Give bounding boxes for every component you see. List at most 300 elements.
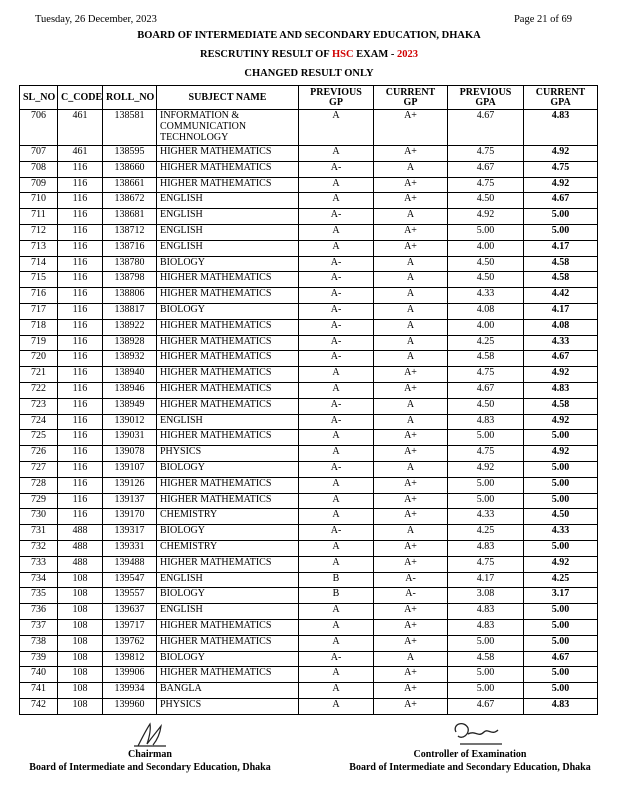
table-row bbox=[20, 319, 598, 335]
table-row bbox=[20, 604, 598, 620]
cell-current-gpa: 4.75 bbox=[524, 161, 598, 177]
cell-current-gp: A+ bbox=[374, 224, 448, 240]
cell-sl-no: 713 bbox=[20, 240, 58, 256]
cell-subject: BIOLOGY bbox=[157, 651, 299, 667]
cell-current-gp: A bbox=[374, 335, 448, 351]
cell-subject: HIGHER MATHEMATICS bbox=[157, 146, 299, 162]
cell-roll-no: 139107 bbox=[103, 461, 157, 477]
cell-current-gpa: 4.33 bbox=[524, 525, 598, 541]
cell-current-gp: A+ bbox=[374, 446, 448, 462]
cell-current-gpa: 5.00 bbox=[524, 619, 598, 635]
cell-current-gpa: 4.92 bbox=[524, 414, 598, 430]
cell-current-gpa: 5.00 bbox=[524, 683, 598, 699]
cell-roll-no: 139031 bbox=[103, 430, 157, 446]
cell-previous-gp: A bbox=[299, 683, 374, 699]
cell-previous-gp: A bbox=[299, 177, 374, 193]
table-row bbox=[20, 272, 598, 288]
cell-sl-no: 712 bbox=[20, 224, 58, 240]
cell-c-code: 116 bbox=[58, 414, 103, 430]
cell-previous-gp: A bbox=[299, 556, 374, 572]
cell-subject: BIOLOGY bbox=[157, 256, 299, 272]
cell-current-gp: A+ bbox=[374, 604, 448, 620]
cell-subject: INFORMATION & COMMUNICATION TECHNOLOGY bbox=[157, 110, 299, 146]
cell-previous-gp: A- bbox=[299, 414, 374, 430]
table-row bbox=[20, 509, 598, 525]
cell-current-gp: A+ bbox=[374, 367, 448, 383]
cell-subject: HIGHER MATHEMATICS bbox=[157, 161, 299, 177]
cell-previous-gp: A- bbox=[299, 161, 374, 177]
cell-c-code: 108 bbox=[58, 698, 103, 714]
cell-current-gpa: 4.33 bbox=[524, 335, 598, 351]
cell-c-code: 108 bbox=[58, 683, 103, 699]
cell-roll-no: 139331 bbox=[103, 540, 157, 556]
cell-current-gp: A+ bbox=[374, 146, 448, 162]
cell-current-gpa: 4.92 bbox=[524, 146, 598, 162]
cell-roll-no: 139488 bbox=[103, 556, 157, 572]
table-row bbox=[20, 177, 598, 193]
cell-current-gp: A bbox=[374, 651, 448, 667]
cell-subject: BANGLA bbox=[157, 683, 299, 699]
table-row bbox=[20, 635, 598, 651]
cell-previous-gp: A bbox=[299, 224, 374, 240]
cell-c-code: 116 bbox=[58, 240, 103, 256]
cell-current-gp: A+ bbox=[374, 540, 448, 556]
cell-current-gp: A+ bbox=[374, 430, 448, 446]
cell-current-gpa: 5.00 bbox=[524, 667, 598, 683]
cell-current-gpa: 4.58 bbox=[524, 398, 598, 414]
cell-subject: ENGLISH bbox=[157, 240, 299, 256]
cell-roll-no: 138949 bbox=[103, 398, 157, 414]
cell-subject: HIGHER MATHEMATICS bbox=[157, 398, 299, 414]
cell-roll-no: 138946 bbox=[103, 382, 157, 398]
cell-subject: CHEMISTRY bbox=[157, 509, 299, 525]
cell-current-gpa: 4.83 bbox=[524, 110, 598, 146]
col-header-previous-gp bbox=[299, 86, 374, 110]
cell-previous-gp: A- bbox=[299, 303, 374, 319]
cell-previous-gpa: 4.50 bbox=[448, 193, 524, 209]
col-header-current-gpa bbox=[524, 86, 598, 110]
cell-c-code: 116 bbox=[58, 224, 103, 240]
cell-roll-no: 138660 bbox=[103, 161, 157, 177]
table-row bbox=[20, 335, 598, 351]
col-header-current-gp bbox=[374, 86, 448, 110]
cell-subject: HIGHER MATHEMATICS bbox=[157, 556, 299, 572]
col-header-current-gpa-l1: CURRENT bbox=[535, 86, 586, 98]
cell-roll-no: 138681 bbox=[103, 209, 157, 225]
controller-title: Controller of Examination bbox=[413, 749, 527, 760]
cell-subject: CHEMISTRY bbox=[157, 540, 299, 556]
chairman-org: Board of Intermediate and Secondary Education, Dhaka bbox=[29, 762, 271, 773]
cell-current-gp: A+ bbox=[374, 635, 448, 651]
cell-current-gp: A bbox=[374, 351, 448, 367]
cell-previous-gpa: 3.08 bbox=[448, 588, 524, 604]
cell-subject: HIGHER MATHEMATICS bbox=[157, 430, 299, 446]
cell-subject: BIOLOGY bbox=[157, 588, 299, 604]
table-row bbox=[20, 224, 598, 240]
cell-previous-gpa: 5.00 bbox=[448, 635, 524, 651]
cell-current-gp: A+ bbox=[374, 698, 448, 714]
cell-previous-gpa: 4.25 bbox=[448, 525, 524, 541]
cell-current-gp: A+ bbox=[374, 477, 448, 493]
cell-previous-gp: A- bbox=[299, 351, 374, 367]
cell-sl-no: 723 bbox=[20, 398, 58, 414]
cell-previous-gpa: 4.75 bbox=[448, 556, 524, 572]
cell-previous-gp: A bbox=[299, 430, 374, 446]
cell-previous-gp: A- bbox=[299, 335, 374, 351]
cell-previous-gpa: 4.75 bbox=[448, 367, 524, 383]
cell-previous-gpa: 4.00 bbox=[448, 319, 524, 335]
cell-sl-no: 738 bbox=[20, 635, 58, 651]
cell-subject: HIGHER MATHEMATICS bbox=[157, 319, 299, 335]
cell-previous-gpa: 4.83 bbox=[448, 619, 524, 635]
cell-sl-no: 730 bbox=[20, 509, 58, 525]
cell-current-gpa: 4.83 bbox=[524, 698, 598, 714]
table-header-row bbox=[20, 86, 598, 110]
cell-previous-gp: B bbox=[299, 588, 374, 604]
cell-previous-gpa: 4.83 bbox=[448, 540, 524, 556]
cell-sl-no: 721 bbox=[20, 367, 58, 383]
cell-c-code: 108 bbox=[58, 667, 103, 683]
table-row bbox=[20, 351, 598, 367]
table-row bbox=[20, 572, 598, 588]
cell-current-gpa: 5.00 bbox=[524, 540, 598, 556]
cell-c-code: 108 bbox=[58, 588, 103, 604]
cell-previous-gp: A bbox=[299, 193, 374, 209]
cell-c-code: 108 bbox=[58, 572, 103, 588]
cell-current-gp: A bbox=[374, 303, 448, 319]
table-row bbox=[20, 446, 598, 462]
cell-current-gp: A bbox=[374, 288, 448, 304]
cell-subject: BIOLOGY bbox=[157, 461, 299, 477]
cell-roll-no: 138780 bbox=[103, 256, 157, 272]
cell-previous-gp: A bbox=[299, 509, 374, 525]
cell-current-gp: A+ bbox=[374, 193, 448, 209]
cell-previous-gpa: 4.50 bbox=[448, 272, 524, 288]
cell-c-code: 116 bbox=[58, 398, 103, 414]
cell-roll-no: 138928 bbox=[103, 335, 157, 351]
cell-subject: PHYSICS bbox=[157, 446, 299, 462]
cell-current-gpa: 4.58 bbox=[524, 272, 598, 288]
cell-sl-no: 734 bbox=[20, 572, 58, 588]
cell-roll-no: 139317 bbox=[103, 525, 157, 541]
cell-previous-gpa: 4.50 bbox=[448, 256, 524, 272]
result-title bbox=[0, 49, 618, 60]
cell-c-code: 116 bbox=[58, 493, 103, 509]
cell-current-gp: A+ bbox=[374, 556, 448, 572]
cell-previous-gp: A bbox=[299, 635, 374, 651]
cell-sl-no: 736 bbox=[20, 604, 58, 620]
cell-previous-gpa: 4.67 bbox=[448, 110, 524, 146]
cell-previous-gpa: 4.17 bbox=[448, 572, 524, 588]
cell-previous-gpa: 4.25 bbox=[448, 335, 524, 351]
cell-sl-no: 722 bbox=[20, 382, 58, 398]
table-row bbox=[20, 477, 598, 493]
cell-subject: HIGHER MATHEMATICS bbox=[157, 382, 299, 398]
cell-previous-gpa: 4.58 bbox=[448, 651, 524, 667]
table-row bbox=[20, 398, 598, 414]
cell-previous-gpa: 4.50 bbox=[448, 398, 524, 414]
cell-previous-gpa: 4.92 bbox=[448, 209, 524, 225]
table-row bbox=[20, 414, 598, 430]
cell-roll-no: 139906 bbox=[103, 667, 157, 683]
cell-roll-no: 139137 bbox=[103, 493, 157, 509]
result-subtitle: CHANGED RESULT ONLY bbox=[244, 68, 374, 79]
cell-sl-no: 728 bbox=[20, 477, 58, 493]
cell-roll-no: 139170 bbox=[103, 509, 157, 525]
cell-c-code: 116 bbox=[58, 161, 103, 177]
cell-c-code: 116 bbox=[58, 209, 103, 225]
cell-previous-gp: A- bbox=[299, 272, 374, 288]
cell-current-gp: A bbox=[374, 461, 448, 477]
cell-current-gpa: 4.08 bbox=[524, 319, 598, 335]
cell-previous-gpa: 4.92 bbox=[448, 461, 524, 477]
cell-c-code: 461 bbox=[58, 146, 103, 162]
cell-c-code: 488 bbox=[58, 540, 103, 556]
cell-roll-no: 139637 bbox=[103, 604, 157, 620]
cell-current-gpa: 4.92 bbox=[524, 367, 598, 383]
col-header-previous-gp-l1: PREVIOUS bbox=[310, 86, 362, 98]
table-row bbox=[20, 493, 598, 509]
cell-previous-gp: A bbox=[299, 619, 374, 635]
table-row bbox=[20, 209, 598, 225]
cell-c-code: 116 bbox=[58, 430, 103, 446]
cell-c-code: 108 bbox=[58, 635, 103, 651]
cell-roll-no: 138922 bbox=[103, 319, 157, 335]
cell-c-code: 116 bbox=[58, 446, 103, 462]
cell-previous-gpa: 5.00 bbox=[448, 493, 524, 509]
cell-sl-no: 706 bbox=[20, 110, 58, 146]
cell-subject: HIGHER MATHEMATICS bbox=[157, 288, 299, 304]
col-header-roll-no: ROLL_NO bbox=[103, 86, 157, 110]
cell-previous-gpa: 4.67 bbox=[448, 161, 524, 177]
cell-sl-no: 729 bbox=[20, 493, 58, 509]
cell-current-gpa: 5.00 bbox=[524, 461, 598, 477]
cell-sl-no: 714 bbox=[20, 256, 58, 272]
cell-current-gpa: 4.92 bbox=[524, 446, 598, 462]
cell-previous-gpa: 4.75 bbox=[448, 446, 524, 462]
cell-c-code: 108 bbox=[58, 604, 103, 620]
cell-current-gpa: 5.00 bbox=[524, 493, 598, 509]
cell-sl-no: 726 bbox=[20, 446, 58, 462]
cell-current-gp: A bbox=[374, 256, 448, 272]
cell-sl-no: 719 bbox=[20, 335, 58, 351]
table-row bbox=[20, 256, 598, 272]
cell-previous-gp: A bbox=[299, 493, 374, 509]
cell-roll-no: 138798 bbox=[103, 272, 157, 288]
cell-current-gp: A- bbox=[374, 572, 448, 588]
cell-roll-no: 138940 bbox=[103, 367, 157, 383]
cell-current-gp: A+ bbox=[374, 493, 448, 509]
cell-roll-no: 139547 bbox=[103, 572, 157, 588]
cell-sl-no: 731 bbox=[20, 525, 58, 541]
cell-sl-no: 740 bbox=[20, 667, 58, 683]
result-title-prefix: RESCRUTINY RESULT OF bbox=[199, 49, 332, 60]
cell-subject: BIOLOGY bbox=[157, 525, 299, 541]
cell-previous-gpa: 4.33 bbox=[448, 509, 524, 525]
table-row bbox=[20, 382, 598, 398]
cell-sl-no: 732 bbox=[20, 540, 58, 556]
cell-previous-gpa: 4.67 bbox=[448, 382, 524, 398]
cell-previous-gp: A bbox=[299, 446, 374, 462]
cell-c-code: 116 bbox=[58, 335, 103, 351]
cell-current-gp: A+ bbox=[374, 110, 448, 146]
cell-previous-gp: A- bbox=[299, 461, 374, 477]
cell-sl-no: 724 bbox=[20, 414, 58, 430]
cell-subject: HIGHER MATHEMATICS bbox=[157, 351, 299, 367]
cell-previous-gp: A bbox=[299, 240, 374, 256]
cell-current-gp: A- bbox=[374, 588, 448, 604]
cell-roll-no: 138716 bbox=[103, 240, 157, 256]
cell-sl-no: 741 bbox=[20, 683, 58, 699]
col-header-c-code: C_CODE bbox=[58, 86, 103, 110]
cell-c-code: 116 bbox=[58, 461, 103, 477]
cell-sl-no: 720 bbox=[20, 351, 58, 367]
cell-sl-no: 716 bbox=[20, 288, 58, 304]
cell-previous-gp: A bbox=[299, 146, 374, 162]
cell-roll-no: 139557 bbox=[103, 588, 157, 604]
cell-current-gpa: 5.00 bbox=[524, 604, 598, 620]
table-row bbox=[20, 619, 598, 635]
cell-current-gpa: 4.17 bbox=[524, 240, 598, 256]
table-row bbox=[20, 683, 598, 699]
cell-subject: HIGHER MATHEMATICS bbox=[157, 177, 299, 193]
table-row bbox=[20, 698, 598, 714]
cell-current-gpa: 4.67 bbox=[524, 193, 598, 209]
cell-previous-gpa: 4.08 bbox=[448, 303, 524, 319]
cell-roll-no: 139812 bbox=[103, 651, 157, 667]
table-row bbox=[20, 288, 598, 304]
cell-c-code: 116 bbox=[58, 319, 103, 335]
cell-current-gpa: 5.00 bbox=[524, 635, 598, 651]
cell-current-gpa: 4.67 bbox=[524, 351, 598, 367]
cell-current-gp: A bbox=[374, 209, 448, 225]
col-header-sl-no: SL_NO bbox=[20, 86, 58, 110]
cell-previous-gpa: 5.00 bbox=[448, 667, 524, 683]
table-row bbox=[20, 588, 598, 604]
cell-roll-no: 139960 bbox=[103, 698, 157, 714]
cell-previous-gpa: 5.00 bbox=[448, 477, 524, 493]
cell-previous-gp: A bbox=[299, 382, 374, 398]
cell-subject: ENGLISH bbox=[157, 604, 299, 620]
cell-previous-gpa: 4.00 bbox=[448, 240, 524, 256]
cell-c-code: 116 bbox=[58, 509, 103, 525]
cell-current-gp: A bbox=[374, 161, 448, 177]
cell-sl-no: 708 bbox=[20, 161, 58, 177]
result-title-mid: EXAM - bbox=[353, 49, 397, 60]
table-row bbox=[20, 651, 598, 667]
cell-subject: HIGHER MATHEMATICS bbox=[157, 477, 299, 493]
cell-sl-no: 707 bbox=[20, 146, 58, 162]
col-header-subject: SUBJECT NAME bbox=[157, 86, 299, 110]
cell-subject: ENGLISH bbox=[157, 193, 299, 209]
table-row bbox=[20, 161, 598, 177]
cell-c-code: 116 bbox=[58, 303, 103, 319]
signature-chairman-icon bbox=[120, 720, 180, 750]
cell-previous-gp: A- bbox=[299, 319, 374, 335]
cell-c-code: 116 bbox=[58, 382, 103, 398]
cell-previous-gpa: 4.83 bbox=[448, 604, 524, 620]
cell-current-gp: A bbox=[374, 414, 448, 430]
cell-previous-gp: A- bbox=[299, 288, 374, 304]
results-table bbox=[19, 85, 598, 715]
cell-previous-gp: A- bbox=[299, 209, 374, 225]
cell-c-code: 116 bbox=[58, 351, 103, 367]
cell-current-gpa: 3.17 bbox=[524, 588, 598, 604]
cell-sl-no: 718 bbox=[20, 319, 58, 335]
cell-previous-gpa: 4.83 bbox=[448, 414, 524, 430]
table-row bbox=[20, 540, 598, 556]
cell-current-gp: A bbox=[374, 319, 448, 335]
exam-name: HSC bbox=[331, 49, 354, 60]
cell-subject: HIGHER MATHEMATICS bbox=[157, 667, 299, 683]
board-title: BOARD OF INTERMEDIATE AND SECONDARY EDUCATION, DHAKA bbox=[137, 30, 481, 41]
cell-subject: ENGLISH bbox=[157, 224, 299, 240]
cell-current-gpa: 4.92 bbox=[524, 177, 598, 193]
cell-c-code: 116 bbox=[58, 177, 103, 193]
col-header-current-gp-l2: GP bbox=[403, 96, 418, 108]
cell-previous-gpa: 5.00 bbox=[448, 224, 524, 240]
cell-previous-gp: A- bbox=[299, 651, 374, 667]
cell-current-gpa: 5.00 bbox=[524, 430, 598, 446]
cell-subject: ENGLISH bbox=[157, 209, 299, 225]
col-header-current-gpa-l2: GPA bbox=[550, 96, 571, 108]
cell-current-gpa: 5.00 bbox=[524, 209, 598, 225]
cell-subject: ENGLISH bbox=[157, 414, 299, 430]
cell-current-gpa: 4.83 bbox=[524, 382, 598, 398]
table-row bbox=[20, 430, 598, 446]
cell-previous-gp: B bbox=[299, 572, 374, 588]
chairman-title: Chairman bbox=[128, 749, 172, 760]
table-row bbox=[20, 193, 598, 209]
cell-roll-no: 139762 bbox=[103, 635, 157, 651]
cell-current-gp: A+ bbox=[374, 509, 448, 525]
cell-c-code: 116 bbox=[58, 288, 103, 304]
cell-subject: BIOLOGY bbox=[157, 303, 299, 319]
col-header-previous-gpa-l2: GPA bbox=[475, 96, 496, 108]
cell-previous-gp: A- bbox=[299, 398, 374, 414]
cell-roll-no: 138817 bbox=[103, 303, 157, 319]
cell-roll-no: 138661 bbox=[103, 177, 157, 193]
cell-roll-no: 139717 bbox=[103, 619, 157, 635]
cell-previous-gpa: 4.75 bbox=[448, 177, 524, 193]
cell-current-gp: A bbox=[374, 272, 448, 288]
cell-current-gpa: 4.58 bbox=[524, 256, 598, 272]
cell-roll-no: 138672 bbox=[103, 193, 157, 209]
table-row bbox=[20, 146, 598, 162]
page-number: Page 21 of 69 bbox=[513, 14, 572, 25]
cell-current-gp: A+ bbox=[374, 240, 448, 256]
cell-subject: HIGHER MATHEMATICS bbox=[157, 493, 299, 509]
cell-c-code: 488 bbox=[58, 556, 103, 572]
cell-subject: HIGHER MATHEMATICS bbox=[157, 367, 299, 383]
cell-roll-no: 139012 bbox=[103, 414, 157, 430]
cell-roll-no: 138806 bbox=[103, 288, 157, 304]
cell-previous-gpa: 4.33 bbox=[448, 288, 524, 304]
cell-current-gpa: 4.50 bbox=[524, 509, 598, 525]
cell-roll-no: 139934 bbox=[103, 683, 157, 699]
cell-previous-gp: A bbox=[299, 604, 374, 620]
cell-current-gp: A+ bbox=[374, 382, 448, 398]
cell-previous-gp: A bbox=[299, 477, 374, 493]
table-row bbox=[20, 556, 598, 572]
cell-previous-gp: A- bbox=[299, 525, 374, 541]
controller-org: Board of Intermediate and Secondary Education, Dhaka bbox=[349, 762, 591, 773]
table-row bbox=[20, 525, 598, 541]
cell-current-gpa: 4.17 bbox=[524, 303, 598, 319]
cell-c-code: 116 bbox=[58, 367, 103, 383]
table-row bbox=[20, 667, 598, 683]
cell-roll-no: 138932 bbox=[103, 351, 157, 367]
